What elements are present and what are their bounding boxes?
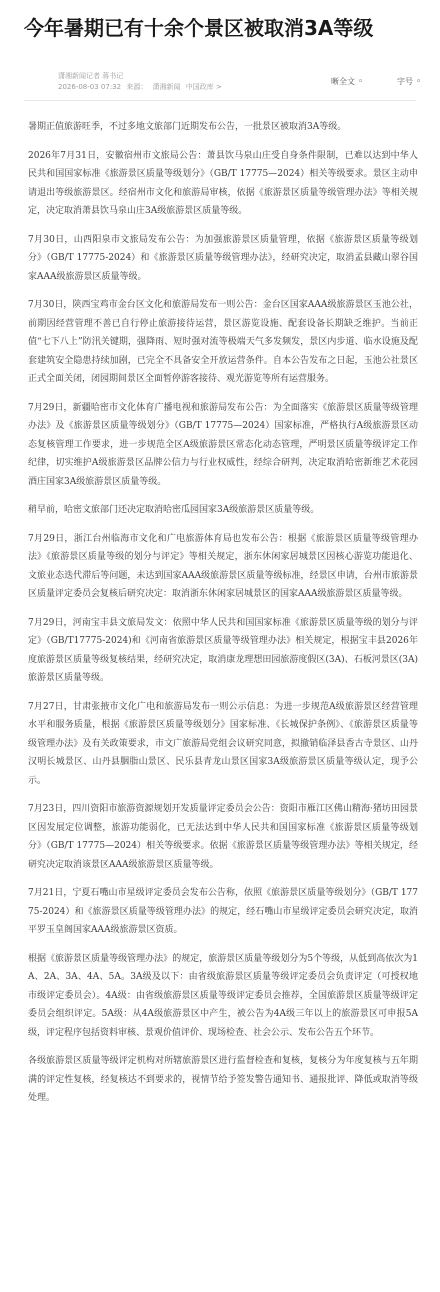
- speaker-icon: ◦: [358, 76, 364, 87]
- byline: 潇湘新闻记者 蒋书记: [58, 72, 124, 80]
- section-link[interactable]: 中国政库 >: [185, 83, 222, 91]
- font-size-icon: ◦: [416, 76, 422, 87]
- read-full-toggle[interactable]: [331, 76, 363, 87]
- paragraph: 根据《旅游景区质量等级管理办法》的规定，旅游景区质量等级划分为5个等级，从低到高依次为1A、2A、3A、4A、5A。3A级及以下：由省级旅游景区质量等级评定委员会负责评定（可授权地市级评定委员会）。4A级：由省级旅游景区质量等级评定委员会推荐，全国旅游景区质量等级评定委员会组织评定。5A级：从4A级旅游景区中产生，被公告为4A级三年以上的旅游景区可申报5A级，评定程序包括资料审核、景观价值评价、现场检查、社会公示、发布公告五个环节。: [28, 953, 418, 1038]
- paragraph: 7月29日，河南宝丰县文旅局发文：依照中华人民共和国国家标准《旅游景区质量等级的划分与评定》（GB/T17775-2024)和《河南省旅游景区质量等级管理办法》相关规定，根据宝丰县2026年度旅游景区质量等级复核结果，经研究决定，取消康龙理想田园旅游度假区(3A)、石板河景区(3A)旅游景区质量等级。: [28, 617, 418, 683]
- source-link[interactable]: 潇湘新闻: [152, 83, 181, 91]
- article-body: [28, 118, 418, 1118]
- header-divider: [24, 100, 416, 101]
- publish-time: 2026-08-03 07:32: [58, 83, 122, 91]
- paragraph: 7月21日，宁夏石嘴山市星级评定委员会发布公告称，依照《旅游景区质量等级划分》（GB/T 17775-2024）和《旅游景区质量等级管理办法》的规定，经石嘴山市星级评定委员会研究决定，取消平罗玉皇阁国家AAA级旅游景区资质。: [28, 888, 418, 935]
- paragraph: 7月27日，甘肃张掖市文化广电和旅游局发布一则公示信息：为进一步规范A级旅游景区经营管理水平和服务质量，根据《旅游景区质量等级划分》国家标准、《长城保护条例》、《旅游景区质量等级管理办法》及有关政策要求，市文广旅游局党组会议研究同意，拟撤销临泽县香古寺景区、山丹汉明长城景区、山丹县胭脂山景区、民乐县青龙山景区国家3A级旅游景区质量等级认定，现予公示。: [28, 701, 418, 786]
- article-meta: [58, 71, 225, 93]
- read-full-label: 晰全文: [331, 77, 355, 86]
- publish-row: [58, 82, 225, 93]
- paragraph: 7月23日，四川资阳市旅游资源规划开发质量评定委员会公告：资阳市雁江区佛山精海·猪坊田园景区因发展定位调整，旅游功能弱化，已无法达到中华人民共和国国家标准《旅游景区质量等级划分》（GB/T 17775—2024）相关等级要求。依据《旅游景区质量等级管理办法》等相关规定，经研究决定取消该景区AAA级旅游景区质量等级。: [28, 804, 418, 870]
- paragraph: 7月30日，山西阳泉市文旅局发布公告：为加强旅游景区质量管理，依据《旅游景区质量等级划分》（GB/T 17775-2024）和《旅游景区质量等级管理办法》，经研究决定，取消孟县藏山翠谷国家AAA级旅游景区质量等级。: [28, 234, 418, 282]
- source-label: 来源：: [126, 83, 148, 91]
- font-size-label: 字号: [397, 77, 413, 86]
- paragraph: 7月29日，浙江台州临海市文化和广电旅游体育局也发布公告：根据《旅游景区质量等级管理办法》《旅游景区质量等级的划分与评定》等相关规定，浙东休闲家居城景区因核心游览功能退化、文旅业态迭代滞后等问题，未达到国家AAA级旅游景区质量等级标准，经景区申请，台州市旅游景区质量评定委员会复核后研究决定：取消浙东休闲家居城景区的国家AAA级旅游景区质量等级。: [28, 533, 418, 599]
- paragraph: 暑期正值旅游旺季，不过多地文旅部门近期发布公告，一批景区被取消3A等级。: [28, 122, 347, 132]
- paragraph: 各级旅游景区质量等级评定机构对所辖旅游景区进行监督检查和复核，复核分为年度复核与五年期满的评定性复核，经复核达不到要求的，视情节给予签发警告通知书、通报批评、降低或取消等级处理。: [28, 1056, 418, 1103]
- paragraph: 稍早前，哈密文旅部门还决定取消哈密瓜园国家3A级旅游景区质量等级。: [28, 505, 320, 515]
- font-size-control[interactable]: [397, 76, 421, 87]
- paragraph: 2026年7月31日，安徽宿州市文旅局公告：萧县饮马泉山庄受自身条件限制，已难以达到中华人民共和国国家标准《旅游景区质量等级划分》（GB/T 17775—2024）相关等级要求。景区主动申请退出等级旅游景区。经宿州市文化和旅游局审核，依据《旅游景区质量等级管理办法》等相关规定，决定取消萧县饮马泉山庄3A级旅游景区质量等级。: [28, 150, 418, 216]
- paragraph: 7月30日，陕西宝鸡市金台区文化和旅游局发布一则公告：金台区国家AAA级旅游景区玉池公社，前期因经营管理不善已自行停止旅游接待运营，景区游览设施、配套设备长期缺乏维护。当前正值“七下八上”防汛关键期，强降雨、短时强对流等极端天气多发频发，景区内步道、临水设施及配套建筑安全隐患持续加剧，已完全不具备安全开放运营条件。自本公告发布之日起，玉池公社景区正式全面关闭，闭园期间景区全面暂停游客接待、观光游览等所有运营服务。: [28, 300, 418, 384]
- paragraph: 7月29日，新疆哈密市文化体育广播电视和旅游局发布公告：为全面落实《旅游景区质量等级管理办法》及《旅游景区质量等级划分》（GB/T 17775—2024）国家标准，严格执行A级旅游景区动态复核管理工作要求，进一步规范全区A级旅游景区常态化动态管理，严明景区质量等级评定工作纪律，切实维护A级旅游景区品牌公信力与行业权威性，经综合研判，决定取消哈密新维艺术花园酒庄国家3A级旅游景区质量等级。: [28, 402, 418, 487]
- article-title: 今年暑期已有十余个景区被取消3A等级: [24, 16, 374, 40]
